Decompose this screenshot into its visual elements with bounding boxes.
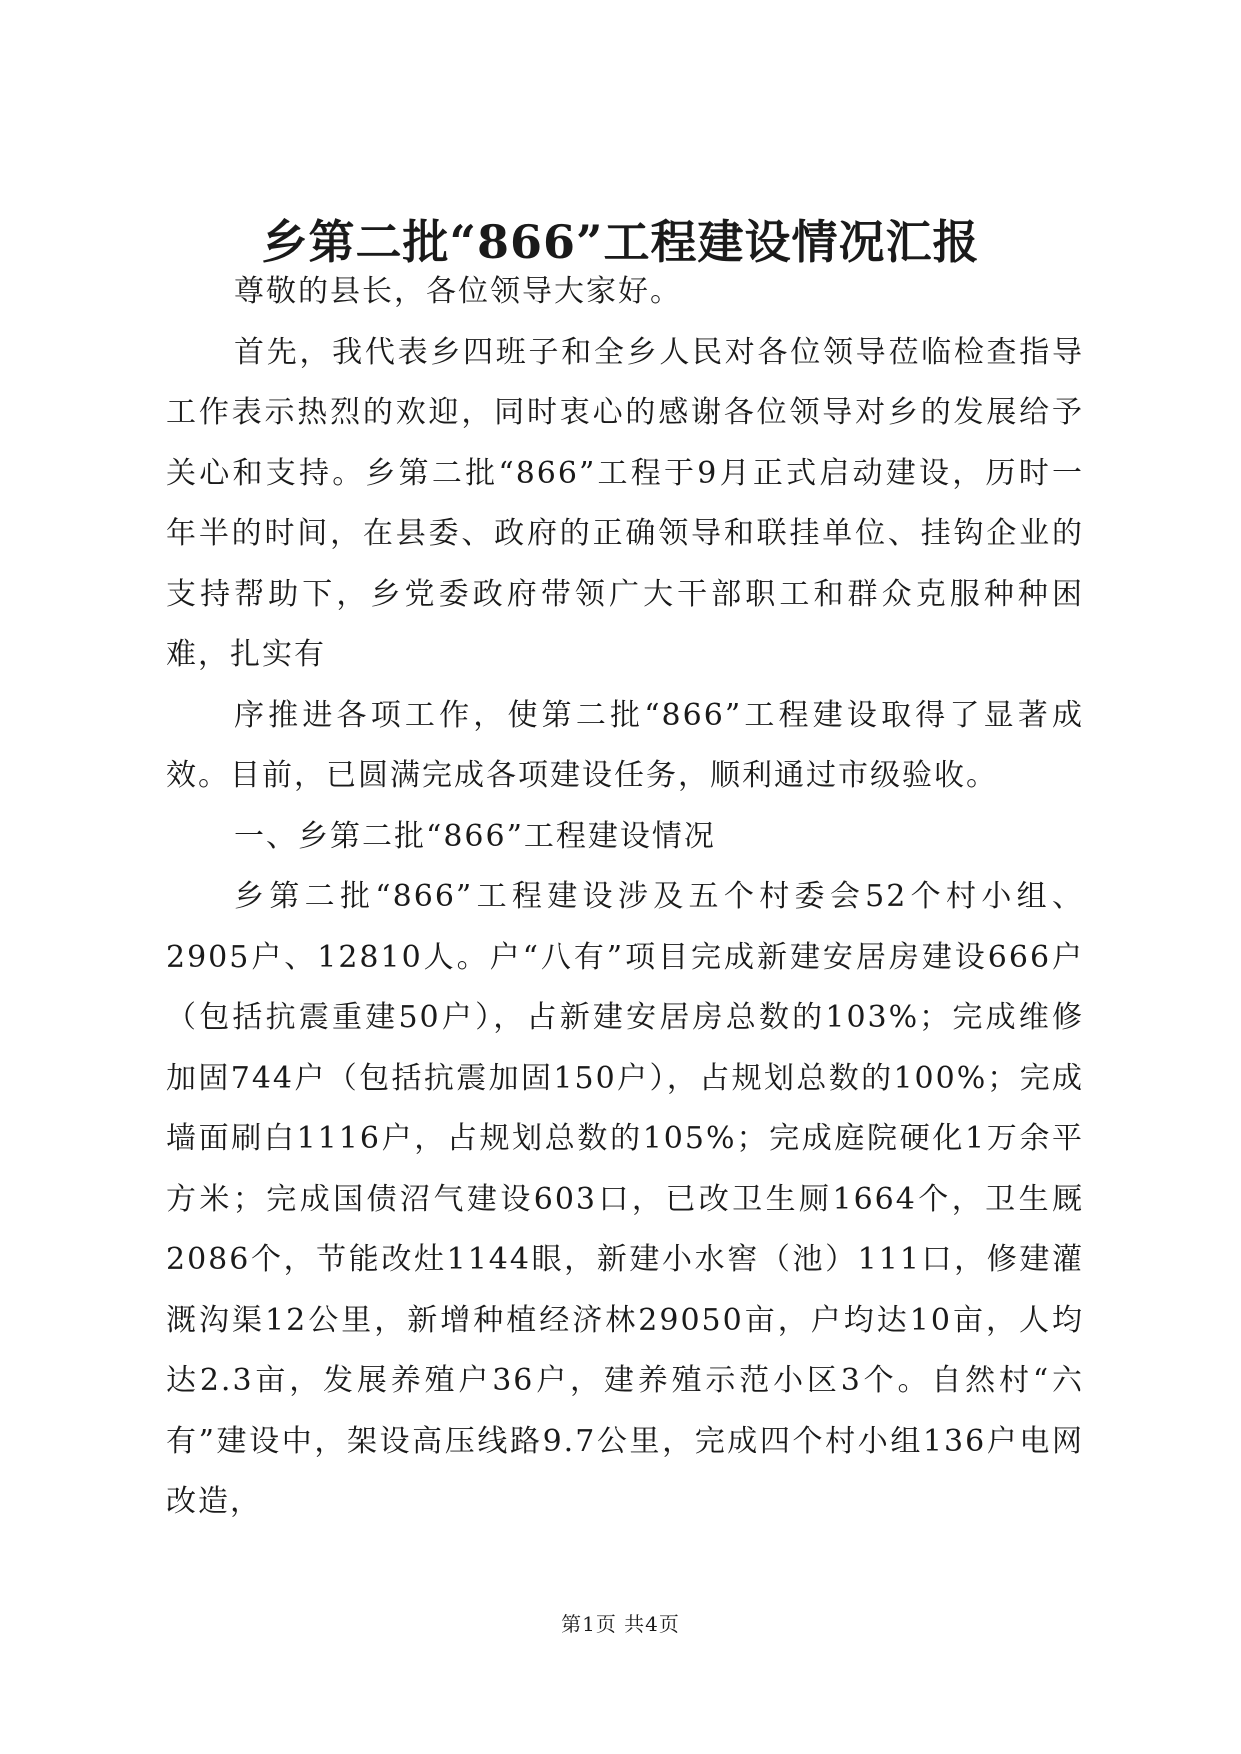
document-title: 乡第二批“866”工程建设情况汇报 — [261, 215, 980, 269]
page-number-footer: 第1页 共4页 — [561, 1612, 680, 1636]
paragraph-intro: 首先，我代表乡四班子和全乡人民对各位领导莅临检查指导工作表示热烈的欢迎，同时衷心的感谢各位领导对乡的发展给予关心和支持。乡第二批“866”工程于9月正式启动建设，历时一年半的时间，在县委、政府的正确领导和联挂单位、挂钩企业的支持帮助下，乡党委政府带领广大干部职工和群众克服种种困难，扎实有 — [166, 334, 1084, 672]
document-body — [166, 262, 1084, 1533]
paragraph-greeting: 尊敬的县长，各位领导大家好。 — [234, 274, 682, 309]
paragraph-details: 乡第二批“866”工程建设涉及五个村委会52个村小组、2905户、12810人。户“八有”项目完成新建安居房建设666户（包括抗震重建50户），占新建安居房总数的103%；完成维修加固744户（包括抗震加固150户），占规划总数的100%；完成墙面刷白1116户，占规划总数的105%；完成庭院硬化1万余平方米；完成国债沼气建设603口，已改卫生厕1664个，卫生厩2086个，节能改灶1144眼，新建小水窖（池）111口，修建灌溉沟渠12公里，新增种植经济林29050亩，户均达10亩，人均达2.3亩，发展养殖户36户，建养殖示范小区3个。自然村“六有”建设中，架设高压线路9.7公里，完成四个村小组136户电网改造， — [166, 879, 1084, 1519]
paragraph-results: 序推进各项工作，使第二批“866”工程建设取得了显著成效。目前，已圆满完成各项建设任务，顺利通过市级验收。 — [166, 697, 1084, 793]
section-heading: 一、乡第二批“866”工程建设情况 — [234, 818, 716, 854]
